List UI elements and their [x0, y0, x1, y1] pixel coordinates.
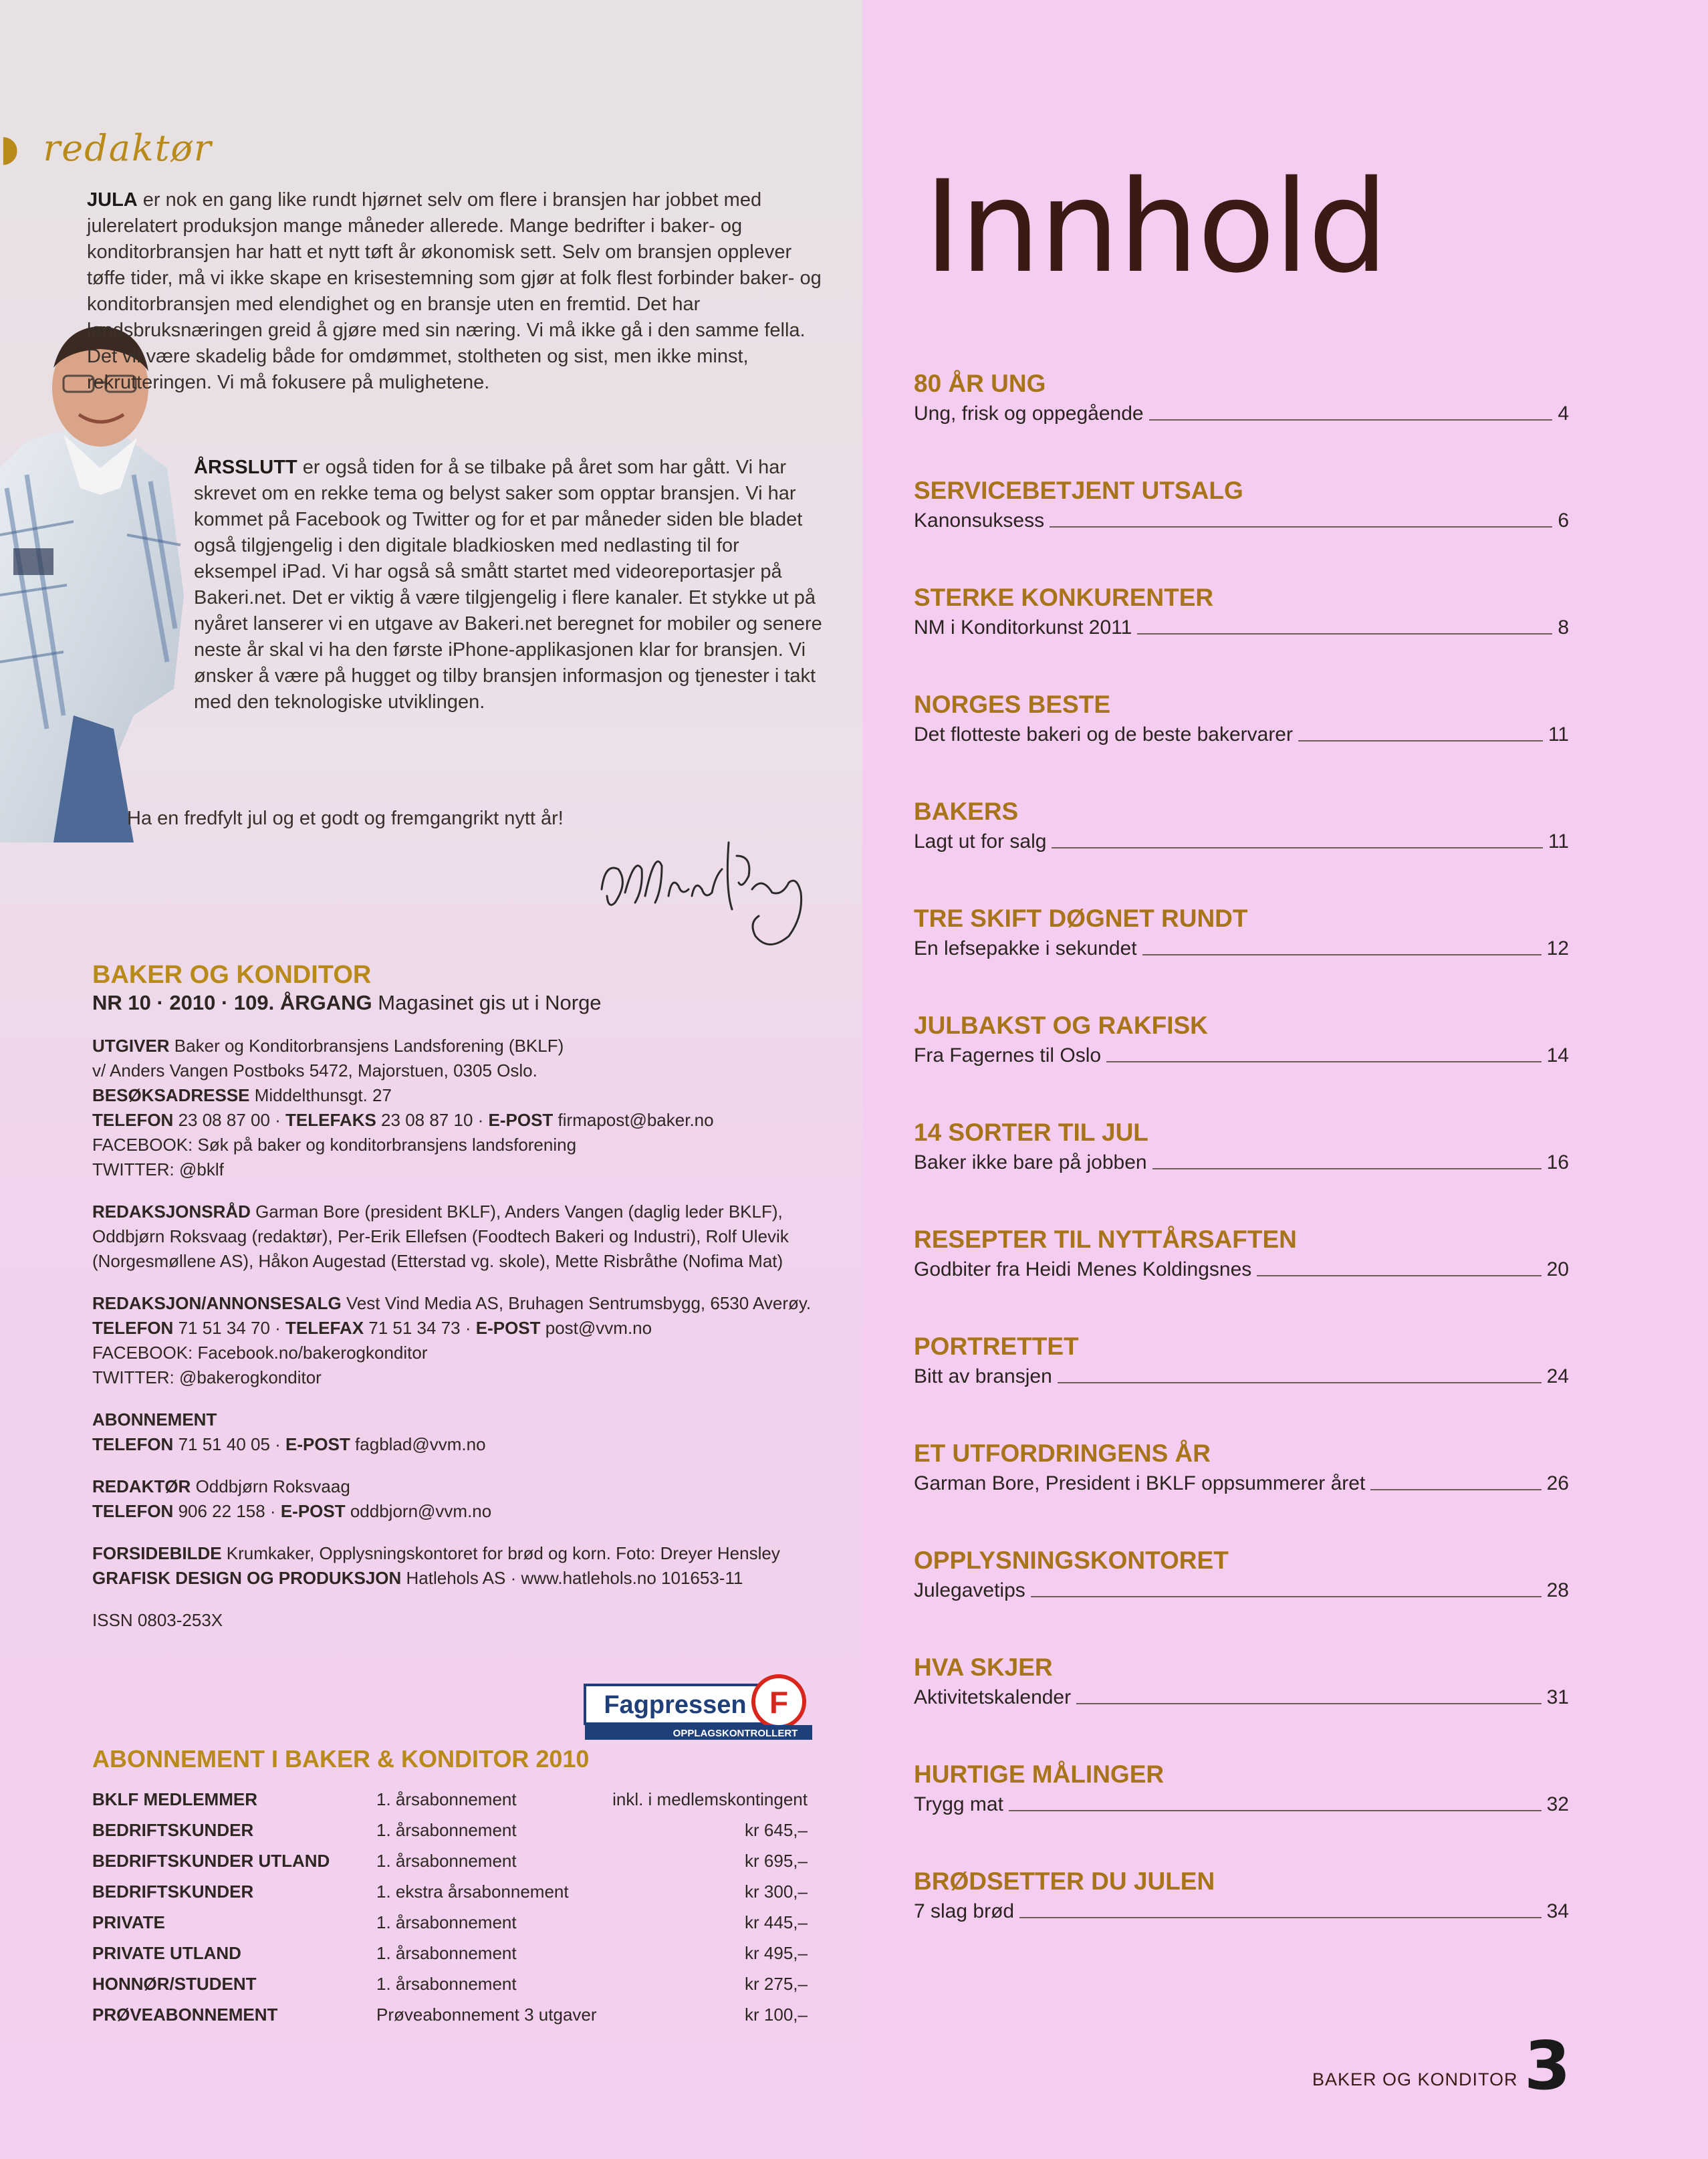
subscription-price: inkl. i medlemskontingent [612, 1789, 808, 1809]
editor-phone-label: TELEFON [92, 1501, 174, 1521]
toc-subtitle: En lefsepakke i sekundet [914, 937, 1137, 959]
ad-email-link[interactable]: post@vvm.no [540, 1318, 652, 1338]
sub-email-link[interactable]: fagblad@vvm.no [350, 1434, 486, 1454]
toc-subtitle: Julegavetips [914, 1579, 1025, 1601]
ad-twitter: TWITTER: @bakerogkonditor [92, 1367, 322, 1387]
editorial-body-2: er også tiden for å se tilbake på året som har gått. Vi har skrevet om en rekke tema og belyst saker som opptar bransjen. Vi har kommet på Facebook og Twitter og for et par måneder siden ble bladet også tilgjengelig i den digitale bladkiosken med nedlasting til for eksempel iPad. Vi har også så smått startet med videoreportasjer på Bakeri.net. Det er viktig å være tilgjengelig i flere kanaler. Et stykke ut på nyåret lanserer vi en utgave av Bakeri.net beregnet for mobiler og senere neste år skal vi ha den første iPhone-applikasjonen klar for bransjen. Vi ønsker å være på hugget og tilby bransjen informasjon og tjenester i takt med den teknologiske utviklingen. [194, 457, 822, 713]
toc-entry[interactable] [914, 1545, 1569, 1652]
subscription-prices [92, 1745, 814, 2035]
ad-phone-value: 71 51 34 70 · [173, 1318, 286, 1338]
subscription-row [92, 1882, 814, 1912]
sub-phone-value: 71 51 40 05 · [173, 1434, 286, 1454]
toc-page-number: 31 [1546, 1686, 1569, 1708]
editorial-board [92, 1200, 828, 1274]
toc-page-number: 16 [1546, 1151, 1569, 1173]
subscription-row [92, 1912, 814, 1943]
toc-line [914, 400, 1569, 428]
publisher-label: UTGIVER [92, 1036, 170, 1056]
toc-subtitle: Baker ikke bare på jobben [914, 1151, 1147, 1173]
publisher-contact [92, 1108, 828, 1133]
subscription-label: ABONNEMENT [92, 1409, 217, 1430]
credits-block [92, 1541, 828, 1591]
subscription-price: kr 645,– [745, 1820, 808, 1840]
toc-heading: HVA SKJER [914, 1654, 1053, 1681]
subscription-type: 1. årsabonnement [376, 1974, 517, 1994]
fagpressen-f-icon: F [769, 1685, 789, 1720]
toc-entry[interactable] [914, 582, 1569, 689]
ad-email-label: E-POST [475, 1318, 541, 1338]
editorial-body-1: er nok en gang like rundt hjørnet selv om flere i bransjen har jobbet med julerelatert produksjon mange måneder allerede. Mange bedrifter i baker- og konditorbransjen har hatt et nytt tøft år økonomisk sett. Selv om bransjen opplever tøffe tider, må vi ikke skape en krisestemning som gjør at folk flest forbinder baker- og konditorbransjen med elendighet og en bransje uten en fremtid. Det har landsbruksnæringen greid å gjøre med sin næring. Vi må ikke gå i den samme fella. Det vil være skadelig både for omdømmet, stoltheten og sist, men ikke minst, rekrutteringen. Vi må fokusere på mulighetene. [87, 189, 822, 393]
editor-name: Oddbjørn Roksvaag [191, 1476, 350, 1496]
subscription-price: kr 445,– [745, 1912, 808, 1932]
toc-heading: STERKE KONKURENTER [914, 584, 1214, 611]
toc-heading: ET UTFORDRINGENS ÅR [914, 1440, 1211, 1467]
toc-subtitle: Aktivitetskalender [914, 1686, 1072, 1708]
toc-entry[interactable] [914, 1438, 1569, 1545]
toc-entry[interactable] [914, 903, 1569, 1010]
subscription-row [92, 1943, 814, 1974]
toc-line [914, 1363, 1569, 1391]
ad-fax-label: TELEFAX [285, 1318, 364, 1338]
subscription-table [92, 1789, 814, 2035]
toc-leader-line [1050, 526, 1552, 528]
subscription-contact [92, 1407, 828, 1457]
cover-label: FORSIDEBILDE [92, 1543, 222, 1563]
toc-entry[interactable] [914, 1758, 1569, 1865]
toc-line [914, 614, 1569, 642]
fagpressen-sub: OPPLAGSKONTROLLERT [673, 1728, 798, 1739]
editor-block [92, 1474, 828, 1524]
toc-entry[interactable] [914, 689, 1569, 796]
toc-line [914, 721, 1569, 749]
subscription-row [92, 1974, 814, 2005]
phone-value: 23 08 87 00 · [173, 1110, 286, 1130]
editorial-lead-2: ÅRSSLUTT [194, 457, 297, 478]
toc-subtitle: Godbiter fra Heidi Menes Koldingsnes [914, 1258, 1252, 1280]
toc-heading: BRØDSETTER DU JULEN [914, 1867, 1215, 1895]
masthead-issue [92, 990, 828, 1015]
toc-line [914, 507, 1569, 535]
editor-email-label: E-POST [280, 1501, 346, 1521]
toc-leader-line [1106, 1061, 1542, 1062]
visit-label: BESØKSADRESSE [92, 1085, 250, 1105]
toc-leader-line [1009, 1810, 1542, 1811]
toc-page-number: 11 [1548, 830, 1569, 853]
issue-note: Magasinet gis ut i Norge [372, 991, 602, 1014]
toc-page-number: 6 [1558, 509, 1569, 532]
toc-heading: JULBAKST OG RAKFISK [914, 1012, 1208, 1039]
masthead [92, 963, 828, 1633]
editor-signature [588, 829, 829, 963]
toc-subtitle: Fra Fagernes til Oslo [914, 1044, 1102, 1066]
table-of-contents [914, 368, 1569, 1972]
toc-page-number: 32 [1546, 1793, 1569, 1815]
subscription-type: 1. årsabonnement [376, 1820, 517, 1840]
toc-heading: BAKERS [914, 798, 1019, 825]
editor-phone-value: 906 22 158 · [173, 1501, 281, 1521]
toc-line [914, 1577, 1569, 1605]
toc-leader-line [1052, 847, 1543, 848]
toc-subtitle: Bitt av bransjen [914, 1365, 1052, 1387]
editorial-paragraph-2 [194, 455, 822, 715]
subscription-type: 1. ekstra årsabonnement [376, 1882, 569, 1902]
subscription-price: kr 275,– [745, 1974, 808, 1994]
toc-page-number: 4 [1558, 403, 1569, 425]
toc-heading: 14 SORTER TIL JUL [914, 1119, 1148, 1146]
toc-leader-line [1076, 1703, 1542, 1704]
fax-label: TELEFAKS [285, 1110, 376, 1130]
toc-heading: NORGES BESTE [914, 691, 1110, 718]
toc-line [914, 1256, 1569, 1284]
subscription-category: PRØVEABONNEMENT [92, 2005, 278, 2025]
design-credit: Hatlehols AS · www.hatlehols.no 101653-11 [401, 1568, 743, 1588]
subscription-row [92, 1851, 814, 1882]
section-tag [0, 127, 213, 169]
toc-line [914, 1149, 1569, 1177]
editorial-paragraph-1 [87, 187, 822, 396]
subscription-price: kr 495,– [745, 1943, 808, 1963]
publisher-block [92, 1034, 828, 1182]
subscription-type: Prøveabonnement 3 utgaver [376, 2005, 597, 2025]
footer-page-number: 3 [1524, 2027, 1571, 2105]
ad-sales-value: Vest Vind Media AS, Bruhagen Sentrumsbygg, 6530 Averøy. [341, 1293, 812, 1313]
editor-contact [92, 1499, 828, 1524]
editorial-closing: Ha en fredfylt jul og et godt og fremgangrikt nytt år! [127, 808, 564, 829]
toc-subtitle: Ung, frisk og oppegående [914, 403, 1144, 425]
toc-entry[interactable] [914, 1331, 1569, 1438]
ad-sales-line [92, 1291, 828, 1316]
toc-entry[interactable] [914, 1865, 1569, 1972]
toc-entry[interactable] [914, 796, 1569, 903]
subscription-price: kr 100,– [745, 2005, 808, 2025]
design-label: GRAFISK DESIGN OG PRODUKSJON [92, 1568, 402, 1588]
editor-label: REDAKTØR [92, 1476, 191, 1496]
section-tag-label: redaktør [43, 127, 213, 169]
toc-entry[interactable] [914, 1652, 1569, 1758]
toc-leader-line [1149, 419, 1552, 421]
publisher-name: Baker og Konditorbransjens Landsforening (BKLF) [169, 1036, 564, 1056]
toc-heading: TRE SKIFT DØGNET RUNDT [914, 905, 1248, 932]
toc-heading: PORTRETTET [914, 1333, 1079, 1360]
toc-leader-line [1370, 1489, 1542, 1490]
subscription-row [92, 1820, 814, 1851]
toc-entry[interactable] [914, 475, 1569, 582]
footer-magazine-name: BAKER OG KONDITOR [1312, 2069, 1518, 2089]
subscription-contact-line [92, 1432, 828, 1457]
ad-facebook: FACEBOOK: Facebook.no/bakerogkonditor [92, 1343, 428, 1363]
toc-leader-line [1058, 1382, 1542, 1383]
visit-value: Middelthunsgt. 27 [249, 1085, 392, 1105]
toc-page-number: 11 [1548, 723, 1569, 746]
toc-subtitle: Garman Bore, President i BKLF oppsummerer året [914, 1472, 1366, 1494]
toc-page-number: 24 [1546, 1365, 1569, 1387]
masthead-title: BAKER OG KONDITOR [92, 961, 372, 989]
toc-line [914, 1042, 1569, 1070]
subscription-category: HONNØR/STUDENT [92, 1974, 257, 1994]
subscription-type: 1. årsabonnement [376, 1789, 517, 1809]
toc-line [914, 828, 1569, 856]
toc-entry[interactable] [914, 1117, 1569, 1224]
publisher-facebook: FACEBOOK: Søk på baker og konditorbransjens landsforening [92, 1135, 577, 1155]
subscription-price: kr 695,– [745, 1851, 808, 1871]
subscription-category: BEDRIFTSKUNDER UTLAND [92, 1851, 330, 1871]
ad-sales-block [92, 1291, 828, 1390]
toc-entry[interactable] [914, 1224, 1569, 1331]
toc-page-number: 14 [1546, 1044, 1569, 1066]
toc-subtitle: Det flotteste bakeri og de beste bakervarer [914, 723, 1293, 746]
toc-heading: RESEPTER TIL NYTTÅRSAFTEN [914, 1226, 1297, 1253]
toc-page-number: 34 [1546, 1900, 1569, 1922]
subscription-row [92, 1789, 814, 1820]
subscription-category: PRIVATE UTLAND [92, 1943, 241, 1963]
subscription-price: kr 300,– [745, 1882, 808, 1902]
toc-line [914, 1898, 1569, 1926]
toc-subtitle: Lagt ut for salg [914, 830, 1047, 853]
toc-entry[interactable] [914, 1010, 1569, 1117]
toc-leader-line [1142, 954, 1542, 955]
toc-heading: SERVICEBETJENT UTSALG [914, 477, 1243, 504]
issue-number: NR 10 · 2010 · 109. ÅRGANG [92, 991, 372, 1014]
subscription-category: BEDRIFTSKUNDER [92, 1882, 254, 1902]
toc-leader-line [1298, 740, 1543, 742]
toc-leader-line [1152, 1168, 1542, 1169]
toc-leader-line [1257, 1275, 1542, 1276]
subscription-category: BEDRIFTSKUNDER [92, 1820, 254, 1840]
toc-heading: HURTIGE MÅLINGER [914, 1760, 1165, 1788]
email-label: E-POST [488, 1110, 554, 1130]
toc-page-number: 28 [1546, 1579, 1569, 1601]
publisher-line [92, 1034, 828, 1058]
toc-leader-line [1031, 1596, 1542, 1597]
toc-page-number: 8 [1558, 616, 1569, 639]
toc-heading: 80 ÅR UNG [914, 370, 1046, 397]
toc-subtitle: 7 slag brød [914, 1900, 1015, 1922]
subscription-category: BKLF MEDLEMMER [92, 1789, 257, 1809]
subscription-category: PRIVATE [92, 1912, 165, 1932]
editorial-lead-1: JULA [87, 189, 138, 211]
ad-sales-label: REDAKSJON/ANNONSESALG [92, 1293, 342, 1313]
fax-value: 23 08 87 10 · [376, 1110, 489, 1130]
toc-subtitle: NM i Konditorkunst 2011 [914, 616, 1132, 639]
toc-page-number: 12 [1546, 937, 1569, 959]
ad-phone-label: TELEFON [92, 1318, 174, 1338]
subscription-type: 1. årsabonnement [376, 1912, 517, 1932]
toc-subtitle: Trygg mat [914, 1793, 1003, 1815]
toc-line [914, 1470, 1569, 1498]
publisher-address: v/ Anders Vangen Postboks 5472, Majorstuen, 0305 Oslo. [92, 1060, 537, 1081]
board-members: Garman Bore (president BKLF), Anders Vangen (daglig leder BKLF), Oddbjørn Roksvaag (redaktør), Per-Erik Ellefsen (Foodtech Bakeri og Industri), Rolf Ulevik (Norgesmøllene AS), Håkon Augestad (Etterstad vg. skole), Mette Risbråthe (Nofima Mat) [92, 1202, 789, 1271]
contents-title: Innhold [924, 153, 1387, 301]
email-link[interactable]: firmapost@baker.no [553, 1110, 714, 1130]
board-label: REDAKSJONSRÅD [92, 1202, 251, 1222]
toc-line [914, 1684, 1569, 1712]
section-bullet-icon: ◗ [0, 127, 21, 169]
toc-leader-line [1019, 1917, 1542, 1918]
subscription-row [92, 2005, 814, 2035]
subscription-type: 1. årsabonnement [376, 1943, 517, 1963]
ad-sales-contact [92, 1316, 828, 1341]
publisher-twitter: TWITTER: @bklf [92, 1159, 224, 1179]
subscription-title: ABONNEMENT I BAKER & KONDITOR 2010 [92, 1745, 590, 1773]
toc-line [914, 1791, 1569, 1819]
sub-phone-label: TELEFON [92, 1434, 174, 1454]
fagpressen-logo [578, 1672, 819, 1745]
sub-email-label: E-POST [285, 1434, 350, 1454]
ad-fax-value: 71 51 34 73 · [364, 1318, 476, 1338]
fagpressen-name: Fagpressen [604, 1691, 747, 1719]
toc-subtitle: Kanonsuksess [914, 509, 1045, 532]
cover-credit: Krumkaker, Opplysningskontoret for brød og korn. Foto: Dreyer Hensley [221, 1543, 780, 1563]
editor-email-link[interactable]: oddbjorn@vvm.no [345, 1501, 492, 1521]
toc-line [914, 935, 1569, 963]
toc-entry[interactable] [914, 368, 1569, 475]
visit-address [92, 1083, 828, 1108]
toc-heading: OPPLYSNINGSKONTORET [914, 1547, 1229, 1574]
issn: ISSN 0803-253X [92, 1610, 223, 1630]
subscription-type: 1. årsabonnement [376, 1851, 517, 1871]
toc-page-number: 26 [1546, 1472, 1569, 1494]
toc-page-number: 20 [1546, 1258, 1569, 1280]
toc-leader-line [1137, 633, 1552, 635]
phone-label: TELEFON [92, 1110, 174, 1130]
